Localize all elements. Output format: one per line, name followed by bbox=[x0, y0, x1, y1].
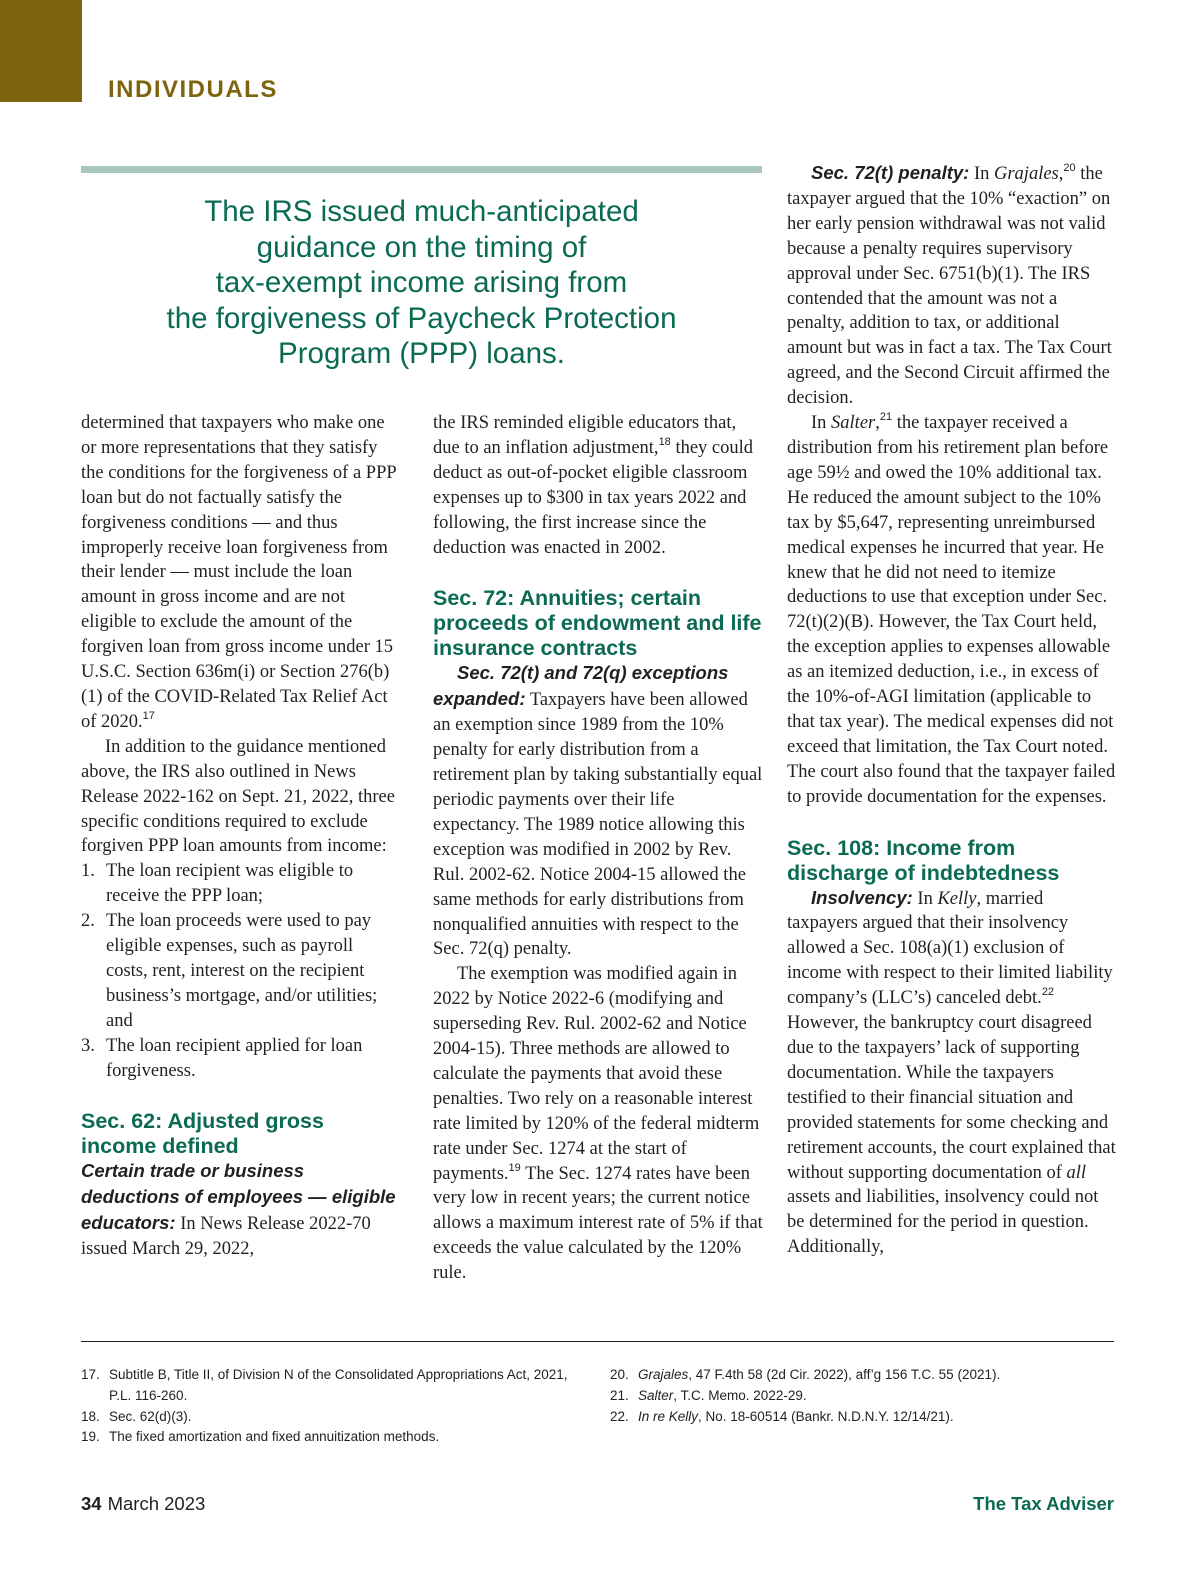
list-item bbox=[81, 909, 399, 1034]
paragraph-text: determined that taxpayers who make one or more representations that they satisfy the conditions for the forgiveness of a PPP loan but do not factually satisfy the forgiveness conditions — and thus improperly receive loan forgiveness from their lender — must include the loan amount in gross income and are not eligible to exclude the amount of the forgiven loan from gross income under 15 U.S.C. Section 636m(i) or Section 276(b)(1) of the COVID-Related Tax Relief Act of 2020. bbox=[81, 413, 396, 732]
section-heading-sec72: Sec. 72: Annuities; certain proceeds of endowment and life insurance contracts bbox=[433, 586, 762, 661]
paragraph bbox=[81, 411, 399, 735]
list-number: 2. bbox=[81, 911, 95, 932]
paragraph-text: In bbox=[811, 413, 832, 434]
footnote-21 bbox=[610, 1386, 1115, 1407]
footnote-ref-17: 17 bbox=[142, 709, 155, 722]
footnote-19 bbox=[81, 1427, 581, 1448]
paragraph-text: In bbox=[969, 164, 994, 184]
pull-quote-line: The IRS issued much-anticipated bbox=[204, 195, 639, 228]
paragraph bbox=[433, 661, 763, 962]
list-number: 1. bbox=[81, 861, 95, 882]
footnotes-left bbox=[81, 1365, 581, 1448]
footnote-ref-22: 22 bbox=[1041, 986, 1055, 999]
footnote-17 bbox=[81, 1365, 581, 1407]
runin-heading: Sec. 72(t) penalty: bbox=[811, 162, 970, 183]
case-name: Kelly bbox=[937, 888, 977, 909]
article-column-2 bbox=[433, 411, 763, 1286]
paragraph-text: they could deduct as out-of-pocket eligible classroom expenses up to $300 in tax years 2022 and following, the first increase since the deduction was enacted in 2002. bbox=[433, 437, 754, 558]
footnote-18 bbox=[81, 1407, 581, 1428]
article-column-1 bbox=[81, 411, 399, 1262]
footnote-rule bbox=[81, 1341, 1114, 1342]
list-text: The loan recipient was eligible to receive the PPP loan; bbox=[106, 861, 354, 907]
footnote-text: Sec. 62(d)(3). bbox=[109, 1408, 192, 1424]
runin-heading: Insolvency: bbox=[811, 886, 913, 908]
paragraph-text: , bbox=[1058, 164, 1064, 184]
footnote-ref-18: 18 bbox=[658, 435, 671, 448]
paragraph bbox=[787, 886, 1117, 1261]
pull-quote-line: guidance on the timing of bbox=[256, 230, 587, 264]
paragraph-text: , bbox=[875, 413, 880, 434]
footnote-20 bbox=[610, 1365, 1115, 1386]
list-text: The loan proceeds were used to pay eligible expenses, such as payroll costs, rent, interest on the recipient business’s mortgage, and/or utilities; and bbox=[106, 911, 378, 1031]
paragraph-text: However, the bankruptcy court disagreed due to the taxpayers’ lack of supporting documentation. While the taxpayers testified to their financial situation and provided statements for some checking and retirement accounts, the court explained that without supporting documentation of bbox=[787, 1013, 1116, 1183]
paragraph-text: the taxpayer argued that the 10% “exaction” on her early pension withdrawal was not valid because a penalty requires supervisory approval under Sec. 6751(b)(1). The IRS contended that the amount was not a penalty, addition to tax, or additional amount but was in fact a tax. The Tax Court agreed, and the Second Circuit affirmed the decision. bbox=[787, 164, 1112, 409]
issue-date: March 2023 bbox=[107, 1493, 206, 1514]
article-column-3 bbox=[787, 161, 1117, 1260]
paragraph-text: assets and liabilities, insolvency could not be determined for the period in question. Additionally, bbox=[787, 1187, 1099, 1258]
page-number: 34 bbox=[81, 1493, 102, 1514]
paragraph-text: the IRS reminded eligible educators that, due to an inflation adjustment, bbox=[433, 413, 737, 458]
paragraph bbox=[787, 411, 1117, 810]
conditions-list bbox=[81, 859, 399, 1083]
section-color-tab bbox=[0, 0, 82, 102]
case-name: In re Kelly bbox=[638, 1408, 699, 1424]
footnote-number: 22. bbox=[610, 1408, 629, 1424]
list-text: The loan recipient applied for loan forgiveness. bbox=[106, 1035, 363, 1081]
footnote-ref-20: 20 bbox=[1063, 162, 1076, 174]
footnote-22 bbox=[610, 1407, 1115, 1428]
section-label: INDIVIDUALS bbox=[108, 76, 278, 103]
pull-quote bbox=[81, 194, 762, 372]
footnote-number: 21. bbox=[610, 1387, 629, 1403]
paragraph-text: the taxpayer received a distribution from his retirement plan before age 59½ and owed the 10% additional tax. He reduced the amount subject to the 10% tax by $5,647, representing unreimbursed medical expenses he incurred that year. He knew that he did not need to itemize deductions to use that exception under Sec. 72(t)(2)(B). However, the Tax Court held, the exception applies to expenses allowable as an itemized deduction, i.e., in excess of the 10%-of-AGI limitation (applicable to that tax year). The medical expenses did not exceed that limitation, the Tax Court noted. The court also found that the taxpayer failed to provide documentation for the expenses. bbox=[787, 413, 1116, 807]
footnote-number: 20. bbox=[610, 1367, 629, 1382]
list-number: 3. bbox=[81, 1035, 95, 1056]
publication-name: The Tax Adviser bbox=[973, 1493, 1114, 1514]
footnotes-right bbox=[610, 1365, 1115, 1427]
case-name: Grajales bbox=[994, 164, 1059, 184]
paragraph bbox=[433, 962, 763, 1286]
paragraph bbox=[433, 411, 763, 560]
footnote-number: 19. bbox=[81, 1429, 100, 1445]
case-name: Salter bbox=[638, 1387, 674, 1403]
footnote-text: The fixed amortization and fixed annuitization methods. bbox=[109, 1429, 440, 1445]
paragraph-text: The Sec. 1274 rates have been very low in recent years; the current notice allows a maximum interest rate of 5% if that exceeds the value calculated by the 120% rule. bbox=[433, 1163, 763, 1284]
paragraph-text: The exemption was modified again in 2022 by Notice 2022-6 (modifying and superseding Rev. Rul. 2002-62 and Notice 2004-15). Three methods are allowed to calculate the payments that avoid these penalties. Two rely on a reasonable interest rate limited by 120% of the federal midterm rate under Sec. 1274 at the start of payments. bbox=[433, 964, 760, 1184]
page-footer-left bbox=[81, 1493, 205, 1515]
runin-heading: Certain trade or business deductions of employees — eligible educators: bbox=[81, 1160, 396, 1234]
paragraph-text: , married taxpayers argued that their insolvency allowed a Sec. 108(a)(1) exclusion of income with respect to their limited liability company’s (LLC’s) canceled debt. bbox=[787, 888, 1113, 1009]
runin-heading: Sec. 72(t) and 72(q) exceptions expanded: bbox=[433, 662, 729, 710]
paragraph-text: Taxpayers have been allowed an exemption since 1989 from the 10% penalty for early distribution from a retirement plan by taking substantially equal periodic payments over their life expectancy. The 1989 notice allowing this exception was modified in 2002 by Rev. Rul. 2002-62. Notice 2004-15 allowed the same methods for early distributions from nonqualified annuities with respect to the Sec. 72(q) penalty. bbox=[433, 690, 763, 960]
footnote-text: , 47 F.4th 58 (2d Cir. 2022), aff’g 156 T.C. 55 (2021). bbox=[688, 1367, 1001, 1382]
paragraph-text: In News Release 2022-70 issued March 29, 2022, bbox=[81, 1214, 371, 1260]
footnote-number: 18. bbox=[81, 1408, 100, 1424]
footnote-ref-21: 21 bbox=[879, 411, 893, 424]
footnote-text: , No. 18-60514 (Bankr. N.D.N.Y. 12/14/21). bbox=[698, 1408, 954, 1424]
case-name: Salter bbox=[831, 413, 876, 434]
paragraph: In addition to the guidance mentioned above, the IRS also outlined in News Release 2022-162 on Sept. 21, 2022, three specific conditions required to exclude forgiven PPP loan amounts from income: bbox=[81, 736, 395, 857]
pull-quote-rule bbox=[81, 166, 762, 173]
section-heading-sec62: Sec. 62: Adjusted gross income defined bbox=[81, 1109, 324, 1159]
pull-quote-line: tax-exempt income arising from bbox=[215, 266, 628, 299]
paragraph bbox=[81, 1159, 399, 1262]
footnote-text: , T.C. Memo. 2022-29. bbox=[673, 1387, 807, 1403]
section-heading-sec108: Sec. 108: Income from discharge of indebtedness bbox=[787, 835, 1060, 885]
pull-quote-line: Program (PPP) loans. bbox=[278, 337, 565, 370]
footnote-ref-19: 19 bbox=[508, 1161, 521, 1174]
paragraph bbox=[787, 161, 1117, 411]
emphasis: all bbox=[1066, 1162, 1087, 1183]
case-name: Grajales bbox=[638, 1367, 689, 1382]
footnote-number: 17. bbox=[81, 1367, 100, 1382]
footnote-text: Subtitle B, Title II, of Division N of the Consolidated Appropriations Act, 2021, P.L. 116-260. bbox=[109, 1367, 568, 1403]
list-item bbox=[81, 1034, 399, 1084]
paragraph-text: In bbox=[912, 888, 938, 909]
list-item bbox=[81, 859, 399, 909]
pull-quote-line: the forgiveness of Paycheck Protection bbox=[166, 301, 677, 335]
